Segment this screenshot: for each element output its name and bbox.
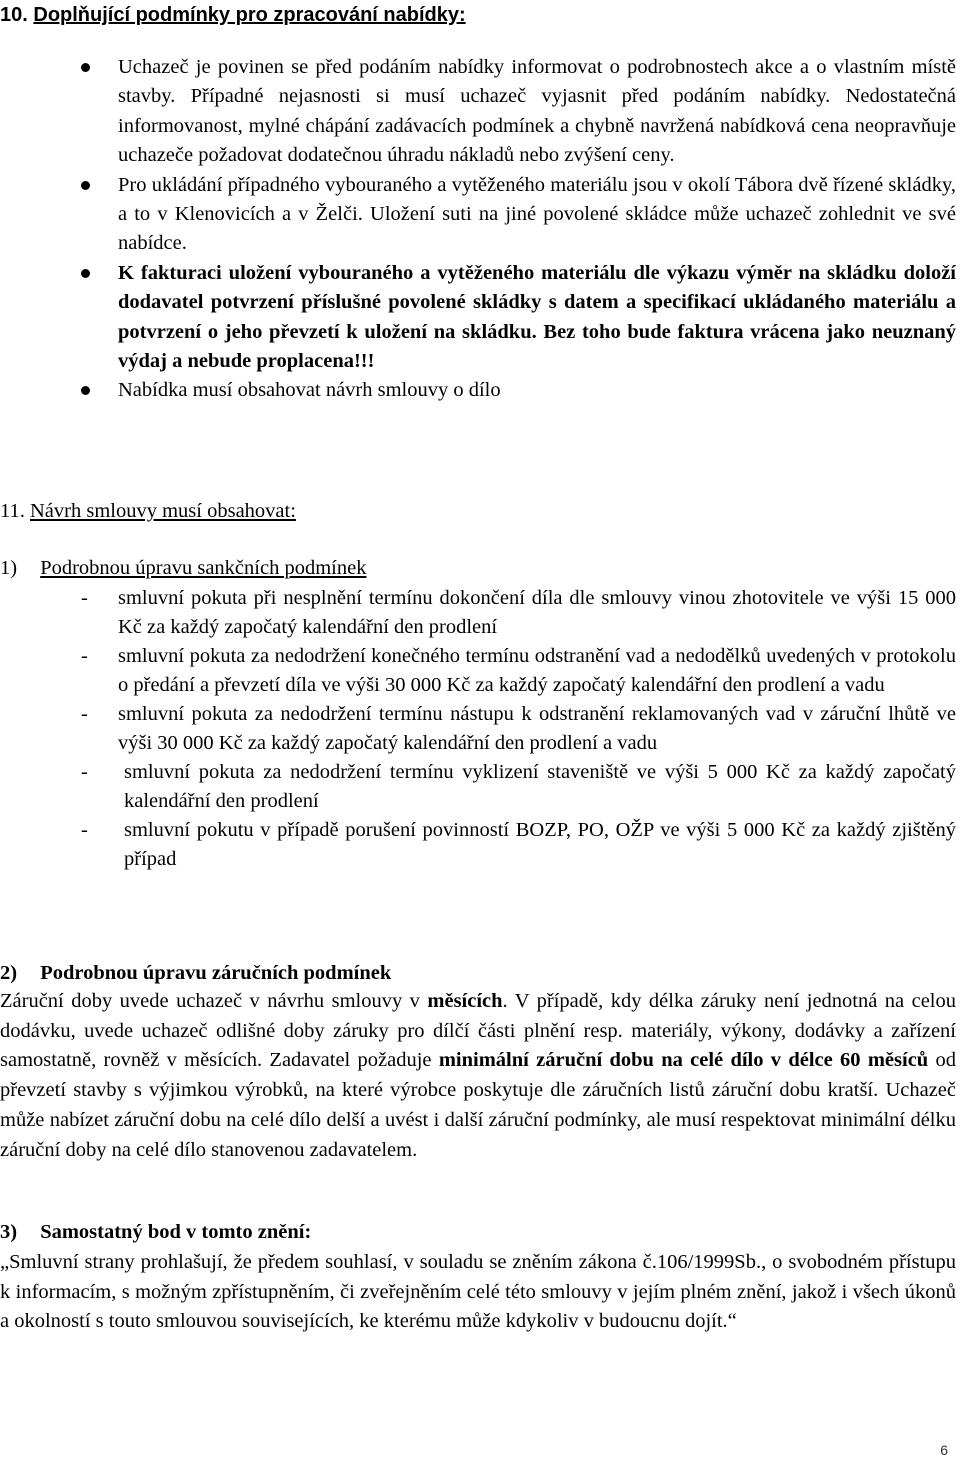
section-11-title: Návrh smlouvy musí obsahovat: <box>30 500 296 522</box>
penalty-list <box>0 584 956 874</box>
subsection-1-title: Podrobnou úpravu sankčních podmínek <box>40 557 367 579</box>
information-access-paragraph: „Smluvní strany prohlašují, že předem souhlasí, v souladu se zněním zákona č.106/1999Sb., o svobodném přístupu k informacím, s možným zpřístupněním, či zveřejněním celé této smlouvy v jejím plném znění, jakož i všech úkonů a okolností s touto smlouvou souvisejících, ke kterému může kdykoliv v budoucnu dojít.“ <box>0 1251 957 1333</box>
subsection-3-number: 3) <box>0 1221 18 1243</box>
list-item: - smluvní pokuta při nesplnění termínu dokončení díla dle smlouvy vinou zhotovitele ve výši 15 000 Kč za každý započatý kalendářní den prodlení <box>81 587 956 638</box>
subsection-3-title: Samostatný bod v tomto znění: <box>40 1221 312 1243</box>
subsection-3-heading <box>0 1217 311 1247</box>
list-item: K fakturaci uložení vybouraného a vytěženého materiálu dle výkazu výměr na skládku doloží dodavatel potvrzení příslušné povolené skládky s datem a specifikací ukládaného materiálu a potvrzení o jeho převzetí k uložení na skládku. Bez toho bude faktura vrácena jako neuznaný výdaj a nebude proplacena!!! <box>0 259 956 377</box>
section-10-heading <box>0 0 466 30</box>
section-10-title: Doplňující podmínky pro zpracování nabídky: <box>33 4 466 26</box>
section-11-heading <box>0 496 296 526</box>
bullet-icon <box>81 269 90 278</box>
section-10-number: 10. <box>0 4 28 26</box>
bullet-icon <box>81 181 90 190</box>
list-item: - smluvní pokuta za nedodržení termínu vyklizení staveniště ve výši 5 000 Kč za každý započatý kalendářní den prodlení <box>81 761 956 812</box>
subsection-1-heading <box>0 553 366 583</box>
bullet-icon <box>81 386 90 395</box>
page-number: 6 <box>940 1442 948 1458</box>
list-item: Pro ukládání případného vybouraného a vytěženého materiálu jsou v okolí Tábora dvě řízené skládky, a to v Klenovicích a v Želči. Uložení suti na jiné povolené skládce může uchazeč zohlednit ve své nabídce. <box>0 171 956 259</box>
list-item: - smluvní pokuta za nedodržení konečného termínu odstranění vad a nedodělků uvedených v protokolu o předání a převzetí díla ve výši 30 000 Kč za každý započatý kalendářní den prodlení a vadu <box>81 645 956 696</box>
list-item: - smluvní pokuta za nedodržení termínu nástupu k odstranění reklamovaných vad v záruční lhůtě ve výši 30 000 Kč za každý započatý kalendářní den prodlení a vadu <box>81 703 956 754</box>
section-10-bullet-list <box>0 53 956 406</box>
subsection-2-title: Podrobnou úpravu záručních podmínek <box>40 962 392 984</box>
subsection-1-number: 1) <box>0 557 18 579</box>
subsection-2-heading <box>0 958 391 988</box>
bullet-icon <box>81 63 90 72</box>
subsection-2-number: 2) <box>0 962 18 984</box>
list-item: - smluvní pokutu v případě porušení povinností BOZP, PO, OŽP ve výši 5 000 Kč za každý zjištěný případ <box>81 819 956 870</box>
section-11-number: 11. <box>0 500 25 522</box>
list-item: Nabídka musí obsahovat návrh smlouvy o dílo <box>0 376 956 405</box>
list-item: Uchazeč je povinen se před podáním nabídky informovat o podrobnostech akce a o vlastním místě stavby. Případné nejasnosti si musí uchazeč vyjasnit před podáním nabídky. Nedostatečná informovanost, mylné chápání zadávacích podmínek a chybně navržená nabídková cena neopravňuje uchazeče požadovat dodatečnou úhradu nákladů nebo zvýšení ceny. <box>0 53 956 171</box>
warranty-paragraph: Záruční doby uvede uchazeč v návrhu smlouvy v měsících. V případě, kdy délka záruky není jednotná na celou dodávku, uvede uchazeč odlišné doby záruky pro dílčí části plnění resp. materiály, výkony, dodávky a zařízení samostatně, rovněž v měsících. Zadavatel požaduje minimální záruční dobu na celé dílo v délce 60 měsíců od převzetí stavby s výjimkou výrobků, na které výrobce poskytuje dle záručních listů záruční dobu kratší. Uchazeč může nabízet záruční dobu na celé dílo delší a uvést i další záruční podmínky, ale musí respektovat minimální délku záruční doby na celé dílo stanovenou zadavatelem. <box>0 990 957 1161</box>
